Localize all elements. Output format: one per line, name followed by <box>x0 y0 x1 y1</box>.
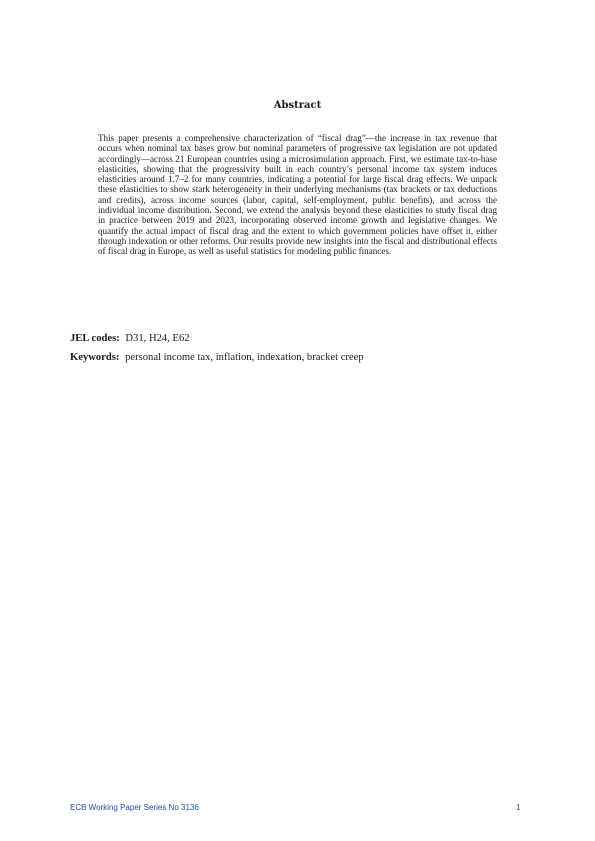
keywords-label: Keywords: <box>70 352 120 363</box>
jel-codes-value: D31, H24, E62 <box>125 333 190 344</box>
keywords-line <box>70 352 364 363</box>
jel-codes-label: JEL codes: <box>70 333 120 344</box>
keywords-value: personal income tax, inflation, indexation, bracket creep <box>125 352 364 363</box>
abstract-heading: Abstract <box>273 100 322 111</box>
footer-series-label: ECB Working Paper Series No 3136 <box>70 803 199 812</box>
abstract-text: This paper presents a comprehensive characterization of “fiscal drag”—the increase in tax revenue that occurs when nominal tax bases grow but nominal parameters of progressive tax legislation are not updated accordingly—across 21 European countries using a microsimulation approach. First, we estimate tax-to-base elasticities, showing that the progressivity built in each country’s personal income tax system induces elasticities around 1.7–2 for many countries, indicating a potential for large fiscal drag effects. We unpack these elasticities to show stark heterogeneity in their underlying mechanisms (tax brackets or tax deductions and credits), across income sources (labor, capital, self-employment, public benefits), and across the individual income distribution. Second, we extend the analysis beyond these elasticities to study fiscal drag in practice between 2019 and 2023, incorporating observed income growth and legislative changes. We quantify the actual impact of fiscal drag and the extent to which government policies have offset it, either through indexation or other reforms. Our results provide new insights into the fiscal and distributional effects of fiscal drag in Europe, as well as useful statistics for modeling public finances. <box>98 133 497 257</box>
footer-page-number: 1 <box>516 803 521 812</box>
jel-codes-line <box>70 333 190 344</box>
